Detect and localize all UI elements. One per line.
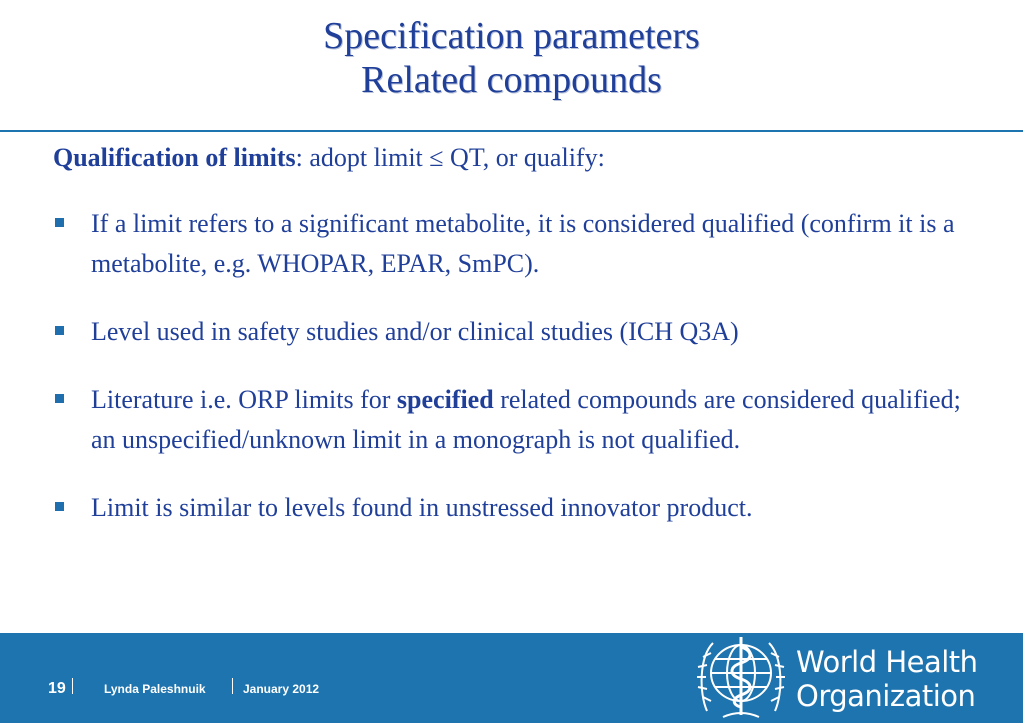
bullet-text-4: Limit is similar to levels found in unstressed innovator product. bbox=[91, 493, 753, 522]
org-name-line-2: Organization bbox=[796, 679, 976, 713]
footer-separator bbox=[232, 678, 233, 694]
title-divider bbox=[0, 130, 1023, 132]
bullet-text-3-post: related compounds are considered qualified; an unspecified/unknown limit in a monograph is not qualified. bbox=[91, 385, 961, 454]
bullet-text-2: Level used in safety studies and/or clinical studies (ICH Q3A) bbox=[91, 317, 739, 346]
square-bullet-icon bbox=[55, 502, 64, 511]
bullet-text-1: If a limit refers to a significant metabolite, it is considered qualified (confirm it is a metabolite, e.g. WHOPAR, EPAR, SmPC). bbox=[91, 209, 955, 278]
title-line-2: Related compounds bbox=[361, 59, 662, 101]
lead-rest-text: : adopt limit ≤ QT, or qualify: bbox=[295, 143, 605, 172]
bullet-item-3 bbox=[53, 380, 973, 460]
footer-bar bbox=[0, 633, 1023, 723]
slide-title bbox=[0, 14, 1023, 102]
footer-date: January 2012 bbox=[243, 682, 320, 696]
footer-separator bbox=[72, 678, 73, 694]
who-emblem-icon bbox=[693, 633, 789, 723]
bullet-item-4 bbox=[53, 488, 973, 528]
bullet-item-1 bbox=[53, 204, 973, 284]
bullet-text-3-bold: specified bbox=[396, 385, 494, 414]
lead-paragraph bbox=[53, 138, 973, 178]
page-number: 19 bbox=[48, 680, 66, 697]
bullet-item-2 bbox=[53, 312, 973, 352]
who-wordmark bbox=[796, 645, 978, 713]
square-bullet-icon bbox=[55, 218, 64, 227]
bullet-text-3-pre: Literature i.e. ORP limits for bbox=[91, 385, 397, 414]
square-bullet-icon bbox=[55, 394, 64, 403]
lead-bold-text: Qualification of limits bbox=[53, 143, 296, 172]
square-bullet-icon bbox=[55, 326, 64, 335]
footer-author: Lynda Paleshnuik bbox=[104, 682, 206, 696]
title-line-1: Specification parameters bbox=[323, 15, 700, 57]
slide-body bbox=[53, 138, 973, 556]
org-name-line-1: World Health bbox=[796, 645, 978, 679]
